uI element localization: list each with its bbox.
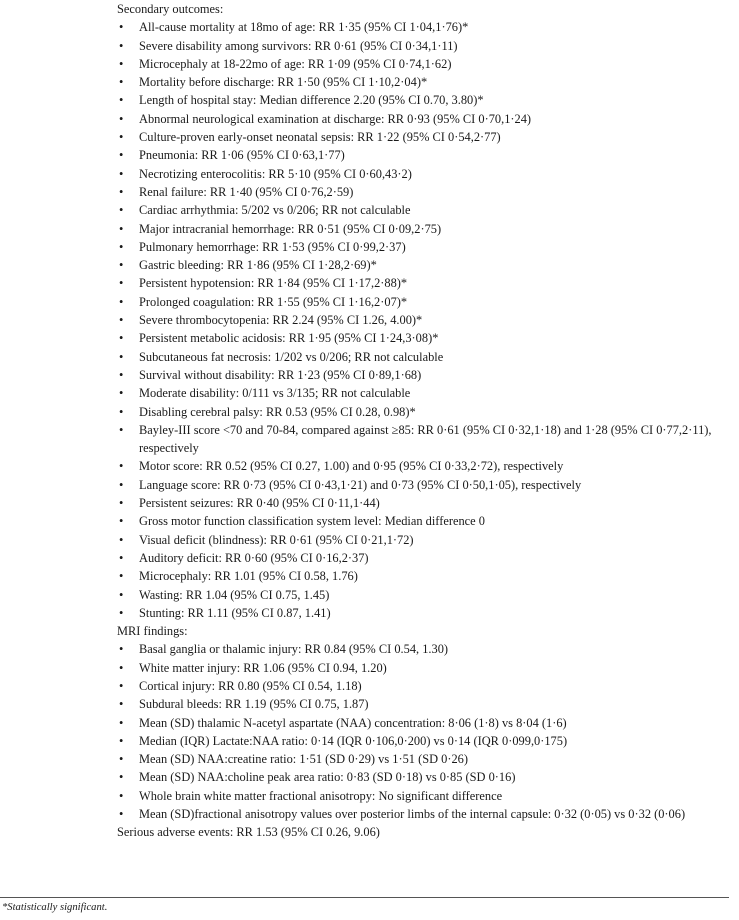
bullet-icon: •	[119, 697, 124, 712]
list-item-text: Mortality before discharge: RR 1·50 (95% CI 1·10,2·04)*	[139, 75, 428, 90]
list-item-text: Cardiac arrhythmia: 5/202 vs 0/206; RR not calculable	[139, 203, 411, 218]
list-item	[117, 183, 732, 201]
bullet-icon: •	[119, 752, 124, 767]
bullet-icon: •	[119, 587, 124, 602]
list-item	[117, 165, 732, 183]
list-item-text: Auditory deficit: RR 0·60 (95% CI 0·16,2·37)	[139, 550, 369, 565]
list-item	[117, 55, 732, 73]
section-heading-secondary-outcomes: Secondary outcomes:	[117, 2, 224, 16]
list-item	[117, 567, 732, 585]
footnote-divider	[0, 897, 729, 898]
list-item-text: Subdural bleeds: RR 1.19 (95% CI 0.75, 1.87)	[139, 697, 369, 712]
list-item-text: Necrotizing enterocolitis: RR 5·10 (95% CI 0·60,43·2)	[139, 166, 412, 181]
bullet-icon: •	[119, 203, 124, 218]
list-item-text: Whole brain white matter fractional anisotropy: No significant difference	[139, 788, 503, 803]
list-item-text: Gross motor function classification system level: Median difference 0	[139, 514, 485, 529]
mri-findings-list	[117, 640, 732, 823]
bullet-icon: •	[119, 38, 124, 53]
list-item-text: Culture-proven early-onset neonatal sepsis: RR 1·22 (95% CI 0·54,2·77)	[139, 130, 501, 145]
bullet-icon: •	[119, 733, 124, 748]
bullet-icon: •	[119, 715, 124, 730]
list-item	[117, 531, 732, 549]
bullet-icon: •	[119, 93, 124, 108]
bullet-icon: •	[119, 605, 124, 620]
bullet-icon: •	[119, 111, 124, 126]
bullet-icon: •	[119, 166, 124, 181]
list-item-text: Persistent hypotension: RR 1·84 (95% CI 1·17,2·88)*	[139, 276, 408, 291]
list-item-text: Length of hospital stay: Median difference 2.20 (95% CI 0.70, 3.80)*	[139, 93, 484, 108]
list-item-text: Major intracranial hemorrhage: RR 0·51 (95% CI 0·09,2·75)	[139, 221, 442, 236]
bullet-icon: •	[119, 313, 124, 328]
list-item-text: Moderate disability: 0/111 vs 3/135; RR not calculable	[139, 386, 411, 401]
list-item-text: White matter injury: RR 1.06 (95% CI 0.94, 1.20)	[139, 660, 387, 675]
list-item	[117, 476, 732, 494]
list-item	[117, 549, 732, 567]
list-item	[117, 274, 732, 292]
list-item	[117, 73, 732, 91]
list-item	[117, 457, 732, 475]
bullet-icon: •	[119, 660, 124, 675]
list-item	[117, 421, 732, 458]
bullet-icon: •	[119, 642, 124, 657]
list-item	[117, 512, 732, 530]
list-item	[117, 348, 732, 366]
list-item	[117, 805, 732, 823]
bullet-icon: •	[119, 20, 124, 35]
list-item	[117, 640, 732, 658]
list-item	[117, 384, 732, 402]
bullet-icon: •	[119, 75, 124, 90]
list-item	[117, 146, 732, 164]
list-item	[117, 128, 732, 146]
bullet-icon: •	[119, 514, 124, 529]
list-item-text: Mean (SD)fractional anisotropy values over posterior limbs of the internal capsule: 0·32 (0·05) vs 0·32 (0·06)	[139, 807, 686, 822]
list-item	[117, 586, 732, 604]
list-item-text: Mean (SD) thalamic N-acetyl aspartate (NAA) concentration: 8·06 (1·8) vs 8·04 (1·6)	[139, 715, 567, 730]
list-item-text: Prolonged coagulation: RR 1·55 (95% CI 1·16,2·07)*	[139, 294, 408, 309]
list-item-text: Median (IQR) Lactate:NAA ratio: 0·14 (IQR 0·106,0·200) vs 0·14 (IQR 0·099,0·175)	[139, 733, 568, 748]
list-item-text: Renal failure: RR 1·40 (95% CI 0·76,2·59)	[139, 184, 354, 199]
list-item-text: Bayley-III score <70 and 70-84, compared against ≥85: RR 0·61 (95% CI 0·32,1·18) and 1·28 (95% CI 0·77,2·11), respectively	[139, 422, 712, 456]
list-item	[117, 329, 732, 347]
list-item-text: Mean (SD) NAA:creatine ratio: 1·51 (SD 0·29) vs 1·51 (SD 0·26)	[139, 752, 468, 767]
list-item-text: Persistent seizures: RR 0·40 (95% CI 0·11,1·44)	[139, 496, 380, 511]
list-item	[117, 37, 732, 55]
list-item-text: Basal ganglia or thalamic injury: RR 0.84 (95% CI 0.54, 1.30)	[139, 642, 449, 657]
document-body	[117, 0, 732, 842]
list-item	[117, 293, 732, 311]
bullet-icon: •	[119, 422, 124, 437]
bullet-icon: •	[119, 56, 124, 71]
bullet-icon: •	[119, 148, 124, 163]
bullet-icon: •	[119, 770, 124, 785]
list-item-text: Microcephaly at 18-22mo of age: RR 1·09 (95% CI 0·74,1·62)	[139, 56, 452, 71]
list-item-text: Motor score: RR 0.52 (95% CI 0.27, 1.00) and 0·95 (95% CI 0·33,2·72), respectively	[139, 459, 564, 474]
list-item-text: Severe thrombocytopenia: RR 2.24 (95% CI 1.26, 4.00)*	[139, 313, 423, 328]
list-item	[117, 110, 732, 128]
list-item	[117, 201, 732, 219]
list-item-text: Survival without disability: RR 1·23 (95% CI 0·89,1·68)	[139, 367, 422, 382]
list-item-text: All-cause mortality at 18mo of age: RR 1·35 (95% CI 1·04,1·76)*	[139, 20, 469, 35]
bullet-icon: •	[119, 367, 124, 382]
bullet-icon: •	[119, 404, 124, 419]
bullet-icon: •	[119, 807, 124, 822]
bullet-icon: •	[119, 258, 124, 273]
list-item-text: Stunting: RR 1.11 (95% CI 0.87, 1.41)	[139, 605, 331, 620]
list-item	[117, 768, 732, 786]
bullet-icon: •	[119, 678, 124, 693]
list-item-text: Disabling cerebral palsy: RR 0.53 (95% CI 0.28, 0.98)*	[139, 404, 416, 419]
bullet-icon: •	[119, 221, 124, 236]
list-item	[117, 677, 732, 695]
bullet-icon: •	[119, 386, 124, 401]
list-item	[117, 311, 732, 329]
list-item	[117, 91, 732, 109]
list-item	[117, 695, 732, 713]
bullet-icon: •	[119, 349, 124, 364]
bullet-icon: •	[119, 331, 124, 346]
list-item-text: Pulmonary hemorrhage: RR 1·53 (95% CI 0·99,2·37)	[139, 239, 406, 254]
list-item	[117, 659, 732, 677]
list-item	[117, 604, 732, 622]
list-item-text: Gastric bleeding: RR 1·86 (95% CI 1·28,2·69)*	[139, 258, 377, 273]
list-item-text: Visual deficit (blindness): RR 0·61 (95% CI 0·21,1·72)	[139, 532, 414, 547]
bullet-icon: •	[119, 276, 124, 291]
list-item-text: Mean (SD) NAA:choline peak area ratio: 0·83 (SD 0·18) vs 0·85 (SD 0·16)	[139, 770, 516, 785]
list-item-text: Language score: RR 0·73 (95% CI 0·43,1·21) and 0·73 (95% CI 0·50,1·05), respectively	[139, 477, 582, 492]
footnote: *Statistically significant.	[2, 902, 108, 913]
bullet-icon: •	[119, 239, 124, 254]
bullet-icon: •	[119, 130, 124, 145]
list-item	[117, 403, 732, 421]
bullet-icon: •	[119, 459, 124, 474]
list-item	[117, 732, 732, 750]
list-item	[117, 238, 732, 256]
bullet-icon: •	[119, 532, 124, 547]
list-item	[117, 18, 732, 36]
list-item	[117, 256, 732, 274]
list-item-text: Pneumonia: RR 1·06 (95% CI 0·63,1·77)	[139, 148, 345, 163]
bullet-icon: •	[119, 788, 124, 803]
serious-adverse-events: Serious adverse events: RR 1.53 (95% CI 0.26, 9.06)	[117, 825, 380, 840]
list-item	[117, 220, 732, 238]
list-item-text: Abnormal neurological examination at discharge: RR 0·93 (95% CI 0·70,1·24)	[139, 111, 532, 126]
bullet-icon: •	[119, 184, 124, 199]
bullet-icon: •	[119, 569, 124, 584]
bullet-icon: •	[119, 477, 124, 492]
list-item-text: Subcutaneous fat necrosis: 1/202 vs 0/206; RR not calculable	[139, 349, 444, 364]
list-item	[117, 787, 732, 805]
section-heading-mri-findings: MRI findings:	[117, 624, 188, 639]
list-item	[117, 750, 732, 768]
list-item-text: Persistent metabolic acidosis: RR 1·95 (95% CI 1·24,3·08)*	[139, 331, 439, 346]
list-item	[117, 714, 732, 732]
list-item-text: Severe disability among survivors: RR 0·61 (95% CI 0·34,1·11)	[139, 38, 458, 53]
list-item-text: Cortical injury: RR 0.80 (95% CI 0.54, 1.18)	[139, 678, 362, 693]
bullet-icon: •	[119, 550, 124, 565]
bullet-icon: •	[119, 496, 124, 511]
list-item-text: Microcephaly: RR 1.01 (95% CI 0.58, 1.76)	[139, 569, 358, 584]
list-item	[117, 494, 732, 512]
list-item-text: Wasting: RR 1.04 (95% CI 0.75, 1.45)	[139, 587, 330, 602]
bullet-icon: •	[119, 294, 124, 309]
list-item	[117, 366, 732, 384]
secondary-outcomes-list	[117, 18, 732, 622]
